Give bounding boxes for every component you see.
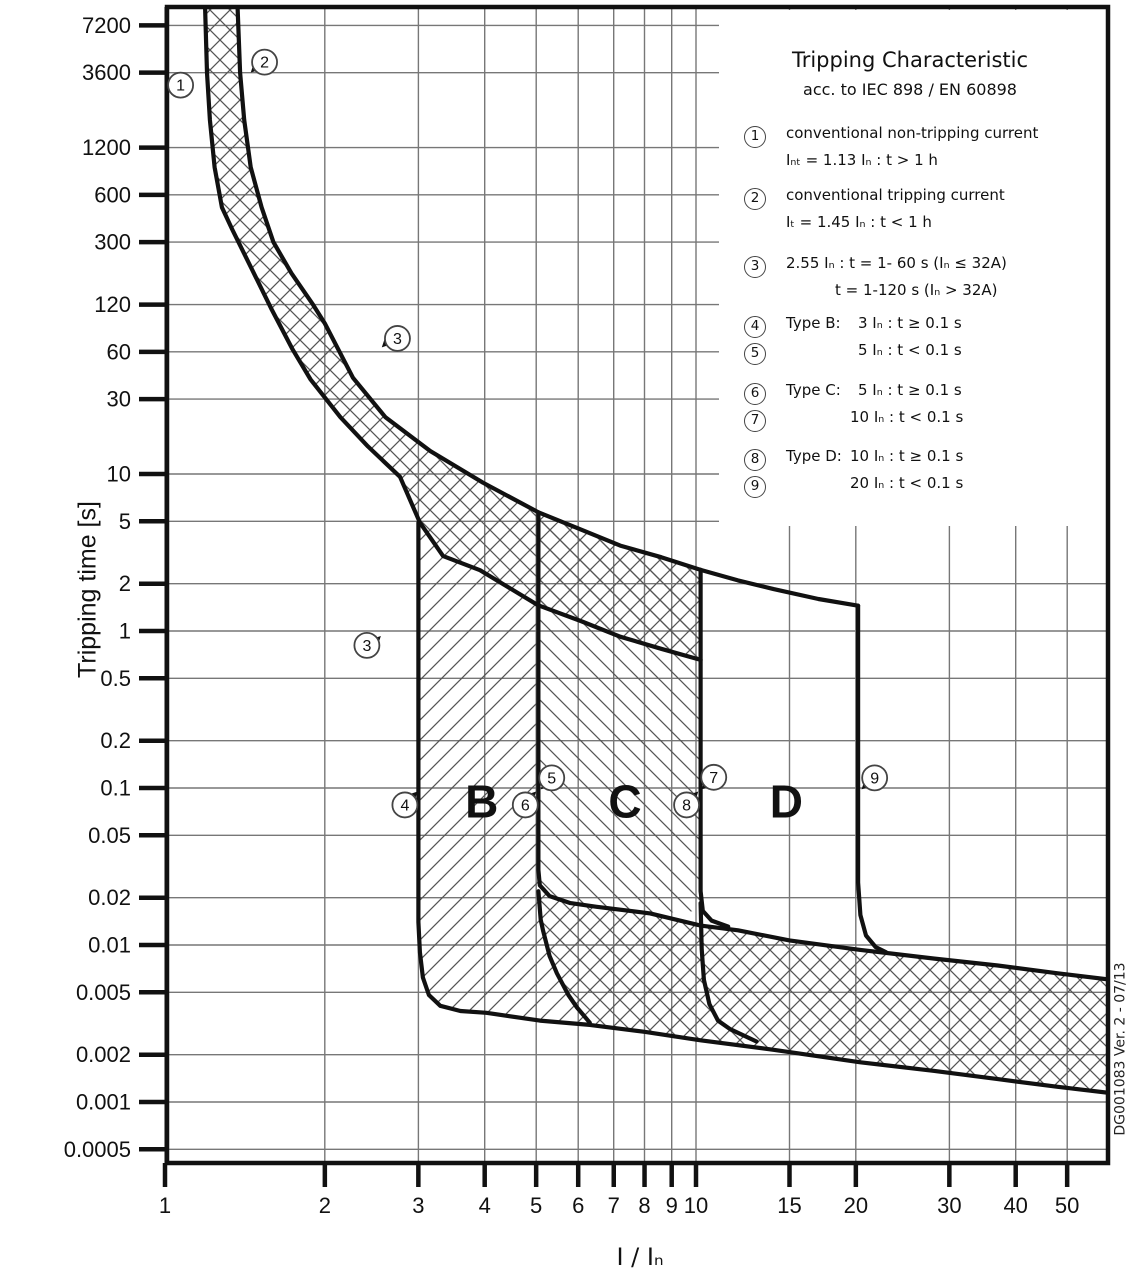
y-tick-label: 0.002 [75,1042,131,1068]
marker-number: 2 [260,54,270,72]
region-label-C: C [608,775,642,828]
marker-3 [354,633,380,658]
legend-subtitle: acc. to IEC 898 / EN 60898 [803,80,1017,99]
x-tick-label: 3 [412,1193,425,1218]
y-tick-label: 60 [106,339,131,365]
legend-item-line: 5 Iₙ : t ≥ 0.1 s [858,381,962,399]
marker-number: 3 [392,330,402,348]
marker-number: 5 [547,770,557,788]
y-tick-label: 3600 [82,60,131,86]
legend-marker-circle-1: 1 [744,126,766,148]
x-tick-label: 4 [478,1193,491,1218]
legend-marker-circle-3: 3 [744,256,766,278]
legend-item-line: 10 Iₙ : t < 0.1 s [850,408,964,426]
marker-8 [674,791,699,817]
marker-number: 8 [682,797,692,815]
legend-type-label: Type C: [786,381,841,399]
y-axis-label: Tripping time [s] [73,501,102,678]
x-tick-label: 9 [665,1193,678,1218]
y-tick-label: 0.2 [100,728,131,754]
marker-number: 9 [870,770,880,788]
y-tick-label: 1200 [82,135,131,161]
x-tick-label: 6 [572,1193,585,1218]
y-tick-label: 0.02 [88,885,131,911]
x-tick-label: 15 [777,1193,802,1218]
legend-marker-circle-2: 2 [744,188,766,210]
legend-title: Tripping Characteristic [791,48,1029,72]
marker-number: 4 [400,797,410,815]
y-tick-label: 0.5 [100,665,131,691]
x-tick-label: 5 [530,1193,543,1218]
marker-7 [701,765,726,790]
legend-item-line: conventional tripping current [786,186,1005,204]
region-label-B: B [465,775,499,828]
y-tick-label: 0.1 [100,775,131,801]
legend-marker-circle-6: 6 [744,383,766,405]
marker-number: 7 [709,769,719,787]
legend-item-line: 3 Iₙ : t ≥ 0.1 s [858,314,962,332]
marker-6 [513,791,538,817]
region-label-D: D [769,775,804,828]
instantaneous-trip-band [538,885,1111,1093]
legend-item-line: Iₙₜ = 1.13 Iₙ : t > 1 h [786,151,938,169]
marker-4 [392,791,417,817]
legend-marker-circle-5: 5 [744,343,766,365]
legend-item-line: 5 Iₙ : t < 0.1 s [858,341,962,359]
marker-1 [168,73,193,98]
x-tick-label: 50 [1054,1193,1080,1218]
y-tick-label: 1 [118,618,131,644]
x-axis-label: I / Iₙ [616,1243,664,1271]
legend-marker-circle-4: 4 [744,316,766,338]
y-tick-label: 0.0005 [63,1136,131,1162]
y-tick-label: 120 [94,292,131,318]
y-tick-label: 30 [106,386,131,412]
marker-number: 1 [176,77,186,95]
marker-3 [382,326,410,351]
y-tick-label: 600 [94,182,131,208]
document-reference-note: DG001083 Ver. 2 - 07/13 [1112,962,1129,1136]
marker-5 [539,765,564,790]
x-tick-label: 10 [683,1193,709,1218]
y-tick-label: 7200 [82,12,131,38]
marker-9 [862,765,888,790]
legend-item-line: conventional non-tripping current [786,124,1039,142]
legend-item-line: 10 Iₙ : t ≥ 0.1 s [850,447,964,465]
x-tick-label: 8 [638,1193,651,1218]
y-tick-label: 0.005 [75,979,131,1005]
legend-marker-circle-8: 8 [744,449,766,471]
type-C-zone [538,512,702,913]
y-tick-label: 0.001 [75,1089,131,1115]
curve-10-in-vertical-with-bend-into-band-top [701,570,729,927]
legend-item-line: 20 Iₙ : t < 0.1 s [850,474,964,492]
x-tick-label: 7 [607,1193,620,1218]
y-tick-label: 10 [106,461,131,487]
x-tick-label: 20 [843,1193,869,1218]
legend-item-line: Iₜ = 1.45 Iₙ : t < 1 h [786,213,932,231]
y-tick-label: 5 [118,508,131,534]
legend-marker-circle-7: 7 [744,410,766,432]
y-tick-label: 0.05 [88,822,131,848]
legend-item-line: t = 1-120 s (Iₙ > 32A) [835,281,998,299]
x-tick-label: 40 [1003,1193,1028,1218]
x-tick-label: 2 [318,1193,331,1218]
y-tick-label: 300 [94,229,131,255]
legend-type-label: Type D: [786,447,842,465]
y-tick-label: 2 [118,571,131,597]
legend-marker-circle-9: 9 [744,476,766,498]
legend-type-label: Type B: [786,314,841,332]
marker-2 [251,50,277,75]
marker-number: 3 [362,637,372,655]
x-tick-label: 30 [937,1193,962,1218]
x-tick-label: 1 [158,1193,172,1218]
marker-number: 6 [520,797,530,815]
legend-item-line: 2.55 Iₙ : t = 1- 60 s (Iₙ ≤ 32A) [786,254,1007,272]
y-tick-label: 0.01 [88,932,131,958]
curve-type-d-upper-boundary [701,570,859,606]
